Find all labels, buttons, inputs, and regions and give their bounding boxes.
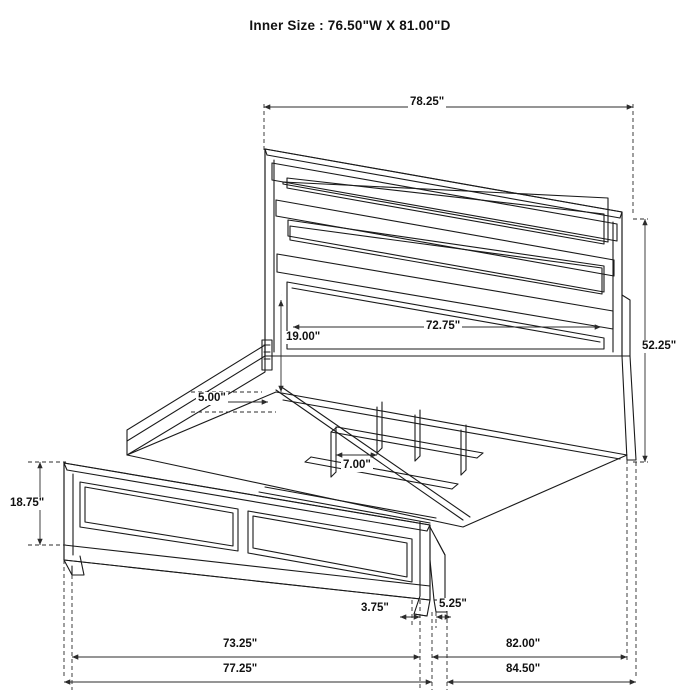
- dim-label-leg-width: 5.25": [439, 598, 467, 610]
- page-title: Inner Size : 76.50"W X 81.00"D: [249, 18, 451, 33]
- dim-label-top-width: 78.25": [410, 96, 445, 108]
- dim-label-inner-width: 73.25": [223, 638, 258, 650]
- dim-label-inner-depth: 82.00": [506, 638, 541, 650]
- dim-label-outer-width: 77.25": [223, 663, 258, 675]
- dim-label-slat-spacing: 7.00": [343, 459, 371, 471]
- dim-label-leg-offset: 3.75": [361, 602, 389, 614]
- dim-label-headboard-height: 52.25": [642, 340, 677, 352]
- dim-label-panel-width: 72.75": [426, 320, 461, 332]
- dim-label-outer-depth: 84.50": [506, 663, 541, 675]
- dim-label-headboard-clearance: 19.00": [286, 331, 321, 343]
- dim-label-footboard-height: 18.75": [10, 497, 45, 509]
- dim-label-rail-offset: 5.00": [198, 392, 226, 404]
